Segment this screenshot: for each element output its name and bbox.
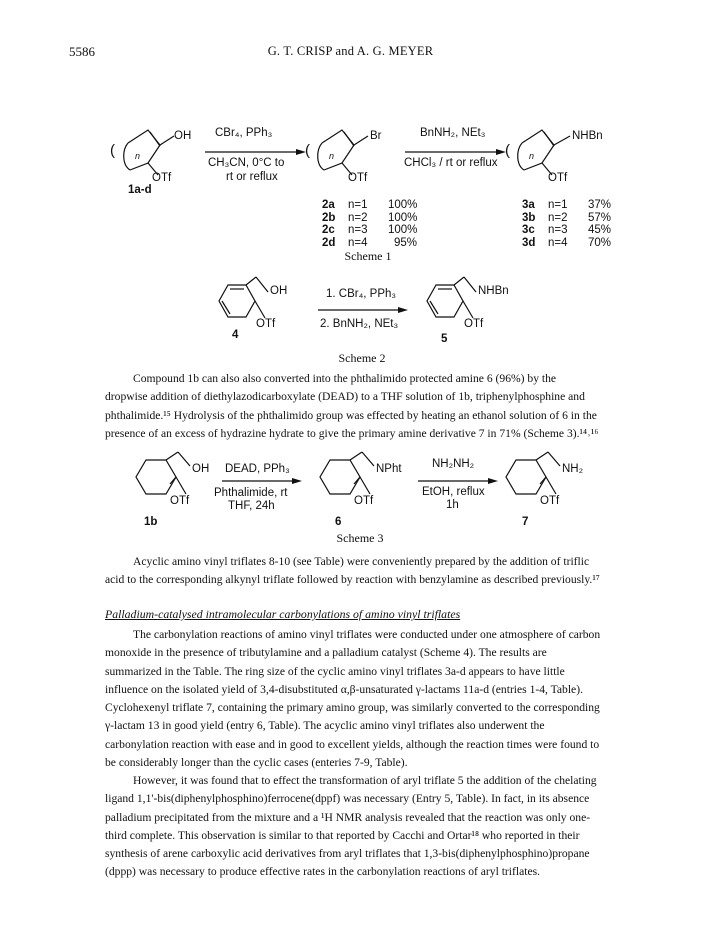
reaction-arrow-4 bbox=[222, 478, 302, 484]
yield-row: 2d n=4 95% bbox=[322, 236, 418, 249]
paragraph-4-line: ligand 1,1'-bis(diphenylphosphino)ferrocene(dppf) was necessary (Entry 5, Table). In fact, in its absence bbox=[105, 792, 590, 806]
paren-open: ( bbox=[110, 142, 115, 159]
otf-label-5: OTf bbox=[464, 318, 484, 330]
scheme-2-step-1: 1. CBr₄, PPh₃ bbox=[326, 288, 397, 300]
nhbn-label-5: NHBn bbox=[478, 285, 509, 297]
paragraph-4-line: (dppp) was necessary to produce effective rates in the carbonylation reactions of aryl triflates. bbox=[105, 865, 541, 879]
otf-label-1: OTf bbox=[152, 172, 172, 184]
compound-label-1b: 1b bbox=[144, 516, 158, 528]
scheme-1-caption: Scheme 1 bbox=[344, 249, 392, 263]
oh-label-4: OH bbox=[270, 285, 288, 297]
reagent-2-top: BnNH₂, NEt₃ bbox=[420, 127, 486, 139]
paren-open-3: ( bbox=[505, 142, 510, 159]
structure-6 bbox=[320, 452, 374, 494]
scheme-3-reagent-1-bottom-1: Phthalimide, rt bbox=[214, 487, 288, 499]
running-header-authors: G. T. CRISP and A. G. MEYER bbox=[267, 44, 434, 58]
scheme-3-caption: Scheme 3 bbox=[336, 531, 384, 545]
paragraph-3-line: carbonylation reaction with ease and in good to excellent yields, although the reaction times were found to bbox=[105, 737, 600, 751]
scheme-2-step-2: 2. BnNH₂, NEt₃ bbox=[320, 318, 399, 330]
paragraph-3-line: Cyclohexenyl triflate 7, containing the primary amino group, was similarly converted to the corresponding bbox=[105, 701, 600, 715]
yield-row: 2c n=3 100% bbox=[322, 224, 418, 236]
section-heading: Palladium-catalysed intramolecular carbonylations of amino vinyl triflates bbox=[105, 607, 461, 621]
paragraph-3-line: monoxide in the presence of tributylamine and a palladium catalyst (Scheme 4). The results are bbox=[105, 646, 547, 660]
paragraph-4-line: However, it was found that to effect the transformation of aryl triflate 5 the addition of the chelating bbox=[133, 774, 597, 787]
otf-label-4: OTf bbox=[256, 318, 276, 330]
paragraph-4-line: third complete. This observation is similar to that reported by Cacchi and Ortar¹⁸ who reported in their bbox=[105, 828, 580, 842]
otf-label-1b: OTf bbox=[170, 495, 190, 507]
yield-row: 3d n=4 70% bbox=[522, 236, 612, 249]
compound-label-1a-d: 1a-d bbox=[128, 184, 152, 196]
yield-row: 2a n=1 100% bbox=[322, 199, 418, 211]
scheme-3-reagent-2-bottom-1: EtOH, reflux bbox=[422, 486, 485, 498]
paragraph-3-line: influence on the isolated yield of 3,4-disubstituted α,β-unsaturated γ-lactams 11a-d (entries 1-4, Table). bbox=[105, 682, 583, 696]
ring-n-label-1: n bbox=[135, 151, 141, 161]
ring-n-label-3: n bbox=[529, 151, 535, 161]
paragraph-2 bbox=[105, 553, 630, 590]
reagent-1-bottom-2: rt or reflux bbox=[226, 171, 278, 183]
yield-row: 3b n=2 57% bbox=[522, 211, 612, 224]
paragraph-4 bbox=[105, 772, 630, 882]
ring-n-label-2: n bbox=[329, 151, 335, 161]
paragraph-4-line: palladium precipitated from the mixture and a ¹H NMR analysis revealed that the reaction was only one- bbox=[105, 810, 591, 824]
nhbn-label-1: NHBn bbox=[572, 130, 603, 142]
paragraph-4-line: synthesis of arene carboxylic acid derivatives from aryl triflates that 1,3-bis(diphenylphosphino)propane bbox=[105, 847, 590, 861]
oh-label-1b: OH bbox=[192, 463, 210, 475]
otf-label-3: OTf bbox=[548, 172, 568, 184]
paragraph-3-line: summarized in the Table. The ring size of the cyclic amino vinyl triflates 3a-d appears to have little bbox=[105, 664, 565, 678]
yield-row: 3a n=1 37% bbox=[522, 199, 612, 211]
paragraph-3 bbox=[105, 626, 630, 772]
paragraph-2-line: Acyclic amino vinyl triflates 8-10 (see Table) were conveniently prepared by the addition of triflic bbox=[133, 555, 590, 568]
otf-label-2: OTf bbox=[348, 172, 368, 184]
reagent-1-bottom-1: CH₃CN, 0°C to bbox=[208, 157, 285, 169]
reagent-1-top: CBr₄, PPh₃ bbox=[215, 127, 273, 139]
paren-open-2: ( bbox=[305, 142, 310, 159]
reagent-2-bottom: CHCl₃ / rt or reflux bbox=[404, 157, 498, 169]
scheme-3-reagent-1-bottom-2: THF, 24h bbox=[228, 500, 275, 512]
paragraph-3-line: γ-lactam 13 in good yield (entry 6, Table). The acyclic amino vinyl triflates also underwent the bbox=[105, 719, 545, 733]
scheme-3-reagent-2-top: NH₂NH₂ bbox=[432, 458, 475, 470]
structure-7 bbox=[506, 452, 560, 494]
paragraph-1-line: phthalimide.¹⁵ Hydrolysis of the phthalimido group was effected by heating an ethanol solution of 6 in the bbox=[105, 408, 597, 422]
structure-1b bbox=[136, 452, 190, 494]
paragraph-3-line: The carbonylation reactions of amino vinyl triflates were conducted under one atmosphere of carbon bbox=[133, 628, 601, 641]
yield-row: 3c n=3 45% bbox=[522, 224, 612, 236]
scheme-2-caption: Scheme 2 bbox=[338, 351, 386, 365]
oh-label-1: OH bbox=[174, 130, 192, 142]
otf-label-6: OTf bbox=[354, 495, 374, 507]
yield-row: 2b n=2 100% bbox=[322, 211, 418, 224]
scheme-3-reagent-2-bottom-2: 1h bbox=[446, 499, 459, 511]
compound-label-4: 4 bbox=[232, 329, 239, 341]
otf-label-7: OTf bbox=[540, 495, 560, 507]
npht-label: NPht bbox=[376, 463, 402, 475]
paragraph-1-line: dropwise addition of diethylazodicarboxylate (DEAD) to a THF solution of 1b, triphenylphosphine and bbox=[105, 390, 585, 404]
paragraph-2-line: acid to the corresponding alkynyl triflate followed by reaction with benzylamine as described previously.¹⁷ bbox=[105, 573, 600, 587]
paragraph-1-line: presence of an excess of hydrazine hydrate to give the primary amine derivative 7 in 71% (Scheme 3).¹⁴˒¹⁶ bbox=[105, 426, 599, 440]
br-label: Br bbox=[370, 130, 382, 142]
compound-label-5: 5 bbox=[441, 333, 448, 345]
paragraph-3-line: be considerably longer than the cyclic cases (enteries 7-9, Table). bbox=[105, 756, 408, 770]
compound-label-7: 7 bbox=[522, 516, 529, 528]
nh2-label: NH₂ bbox=[562, 463, 584, 475]
reaction-arrow-5 bbox=[418, 478, 498, 484]
page-number: 5586 bbox=[69, 44, 95, 59]
compound-label-6: 6 bbox=[335, 516, 342, 528]
scheme-3-reagent-1-top: DEAD, PPh₃ bbox=[225, 463, 290, 475]
paragraph-1-line: Compound 1b can also also converted into the phthalimido protected amine 6 (96%) by the bbox=[133, 372, 557, 385]
